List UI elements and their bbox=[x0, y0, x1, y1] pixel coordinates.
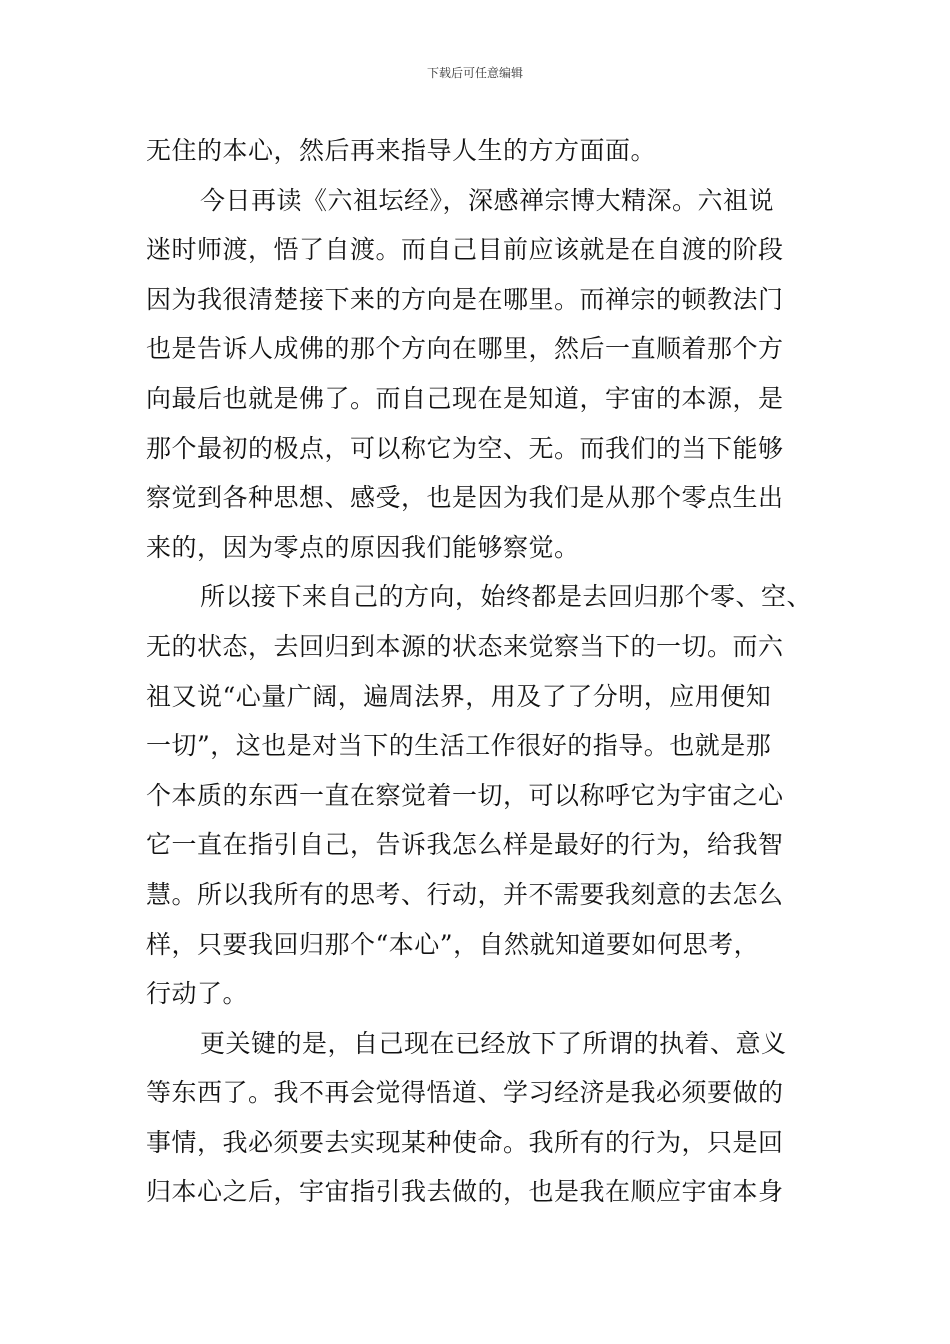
document-body bbox=[146, 126, 826, 1217]
text-line: 归本心之后，宇宙指引我去做的，也是我在顺应宇宙本身 bbox=[146, 1177, 784, 1207]
text-line: 行动了。 bbox=[146, 979, 249, 1009]
text-line: 等东西了。我不再会觉得悟道、学习经济是我必须要做的 bbox=[146, 1078, 784, 1108]
text-line: 慧。所以我所有的思考、行动，并不需要我刻意的去怎么 bbox=[146, 879, 784, 909]
text-line: 一切”，这也是对当下的生活工作很好的指导。也就是那 bbox=[146, 731, 772, 761]
text-line: 察觉到各种思想、感受，也是因为我们是从那个零点生出 bbox=[146, 483, 784, 513]
text-line: 因为我很清楚接下来的方向是在哪里。而禅宗的顿教法门 bbox=[146, 284, 784, 314]
text-line: 无的状态，去回归到本源的状态来觉察当下的一切。而六 bbox=[146, 631, 784, 661]
text-line: 祖又说“心量广阔，遍周法界，用及了了分明，应用便知 bbox=[146, 681, 772, 711]
text-line: 今日再读《六祖坛经》，深感禅宗博大精深。六祖说 bbox=[200, 185, 775, 215]
text-line: 来的，因为零点的原因我们能够察觉。 bbox=[146, 532, 580, 562]
text-line: 迷时师渡，悟了自渡。而自己目前应该就是在自渡的阶段 bbox=[146, 235, 784, 265]
text-line: 所以接下来自己的方向，始终都是去回归那个零、空、 bbox=[200, 582, 813, 612]
text-line: 个本质的东西一直在察觉着一切，可以称呼它为宇宙之心 bbox=[146, 780, 784, 810]
text-line: 那个最初的极点，可以称它为空、无。而我们的当下能够 bbox=[146, 433, 784, 463]
text-line: 它一直在指引自己，告诉我怎么样是最好的行为，给我智 bbox=[146, 830, 784, 860]
text-line: 也是告诉人成佛的那个方向在哪里，然后一直顺着那个方 bbox=[146, 334, 784, 364]
text-line: 事情，我必须要去实现某种使命。我所有的行为，只是回 bbox=[146, 1127, 784, 1157]
text-line: 向最后也就是佛了。而自己现在是知道，宇宙的本源，是 bbox=[146, 383, 784, 413]
text-line: 更关键的是，自己现在已经放下了所谓的执着、意义 bbox=[200, 1028, 787, 1058]
text-line: 无住的本心，然后再来指导人生的方方面面。 bbox=[146, 136, 657, 165]
page-header: 下载后可任意编辑 bbox=[426, 66, 523, 80]
text-line: 样，只要我回归那个“本心”，自然就知道要如何思考， bbox=[146, 929, 760, 959]
